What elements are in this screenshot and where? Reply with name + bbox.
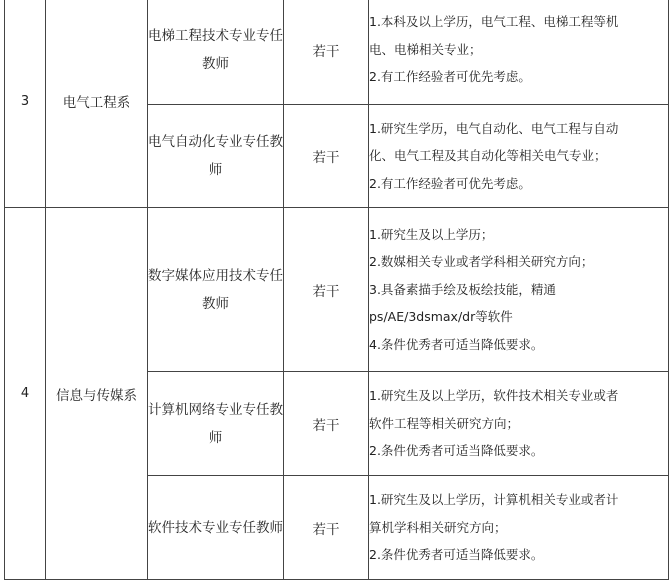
requirement-line: 2.条件优秀者可适当降低要求。 [369, 547, 544, 563]
department-name: 信息与传媒系 [46, 208, 148, 580]
requirement-line: 1.研究生及以上学历，软件技术相关专业或者 [369, 388, 619, 404]
position-requirements [369, 105, 669, 208]
table-row [5, 208, 669, 372]
requirement-line: 软件工程等相关研究方向； [369, 415, 520, 431]
position-title: 计算机网络专业专任教师 [148, 372, 284, 476]
position-quantity: 若干 [284, 208, 369, 372]
position-requirements [369, 0, 669, 105]
recruitment-table [4, 0, 669, 580]
position-quantity: 若干 [284, 0, 369, 105]
requirement-line: 算机学科相关研究方向； [369, 519, 507, 535]
row-number: 4 [5, 208, 46, 580]
requirement-line: 2.有工作经验者可优先考虑。 [369, 175, 531, 191]
position-title: 数字媒体应用技术专任教师 [148, 208, 284, 372]
position-requirements [369, 476, 669, 580]
requirement-line: 2.数媒相关专业或者学科相关研究方向； [369, 254, 594, 270]
position-title: 电梯工程技术专业专任教师 [148, 0, 284, 105]
requirement-line: 2.条件优秀者可适当降低要求。 [369, 443, 544, 459]
requirement-line: 1.研究生及以上学历，计算机相关专业或者计 [369, 492, 619, 508]
position-quantity: 若干 [284, 105, 369, 208]
requirement-line: 3.具备素描手绘及板绘技能，精通 [369, 281, 556, 297]
requirement-line: 化、电气工程及其自动化等相关电气专业； [369, 148, 607, 164]
requirement-line: 电、电梯相关专业； [369, 41, 482, 57]
position-requirements [369, 208, 669, 372]
requirement-line: ps/AE/3dsmax/dr等软件 [369, 309, 513, 325]
table-row [5, 0, 669, 105]
position-title: 电气自动化专业专任教师 [148, 105, 284, 208]
requirement-line: 1.本科及以上学历，电气工程、电梯工程等机 [369, 14, 619, 30]
department-name: 电气工程系 [46, 0, 148, 208]
position-quantity: 若干 [284, 476, 369, 580]
position-requirements [369, 372, 669, 476]
row-number: 3 [5, 0, 46, 208]
position-title: 软件技术专业专任教师 [148, 476, 284, 580]
position-quantity: 若干 [284, 372, 369, 476]
requirement-line: 1.研究生及以上学历； [369, 226, 494, 242]
requirement-line: 2.有工作经验者可优先考虑。 [369, 69, 531, 85]
requirement-line: 1.研究生学历，电气自动化、电气工程与自动 [369, 120, 619, 136]
requirement-line: 4.条件优秀者可适当降低要求。 [369, 336, 544, 352]
